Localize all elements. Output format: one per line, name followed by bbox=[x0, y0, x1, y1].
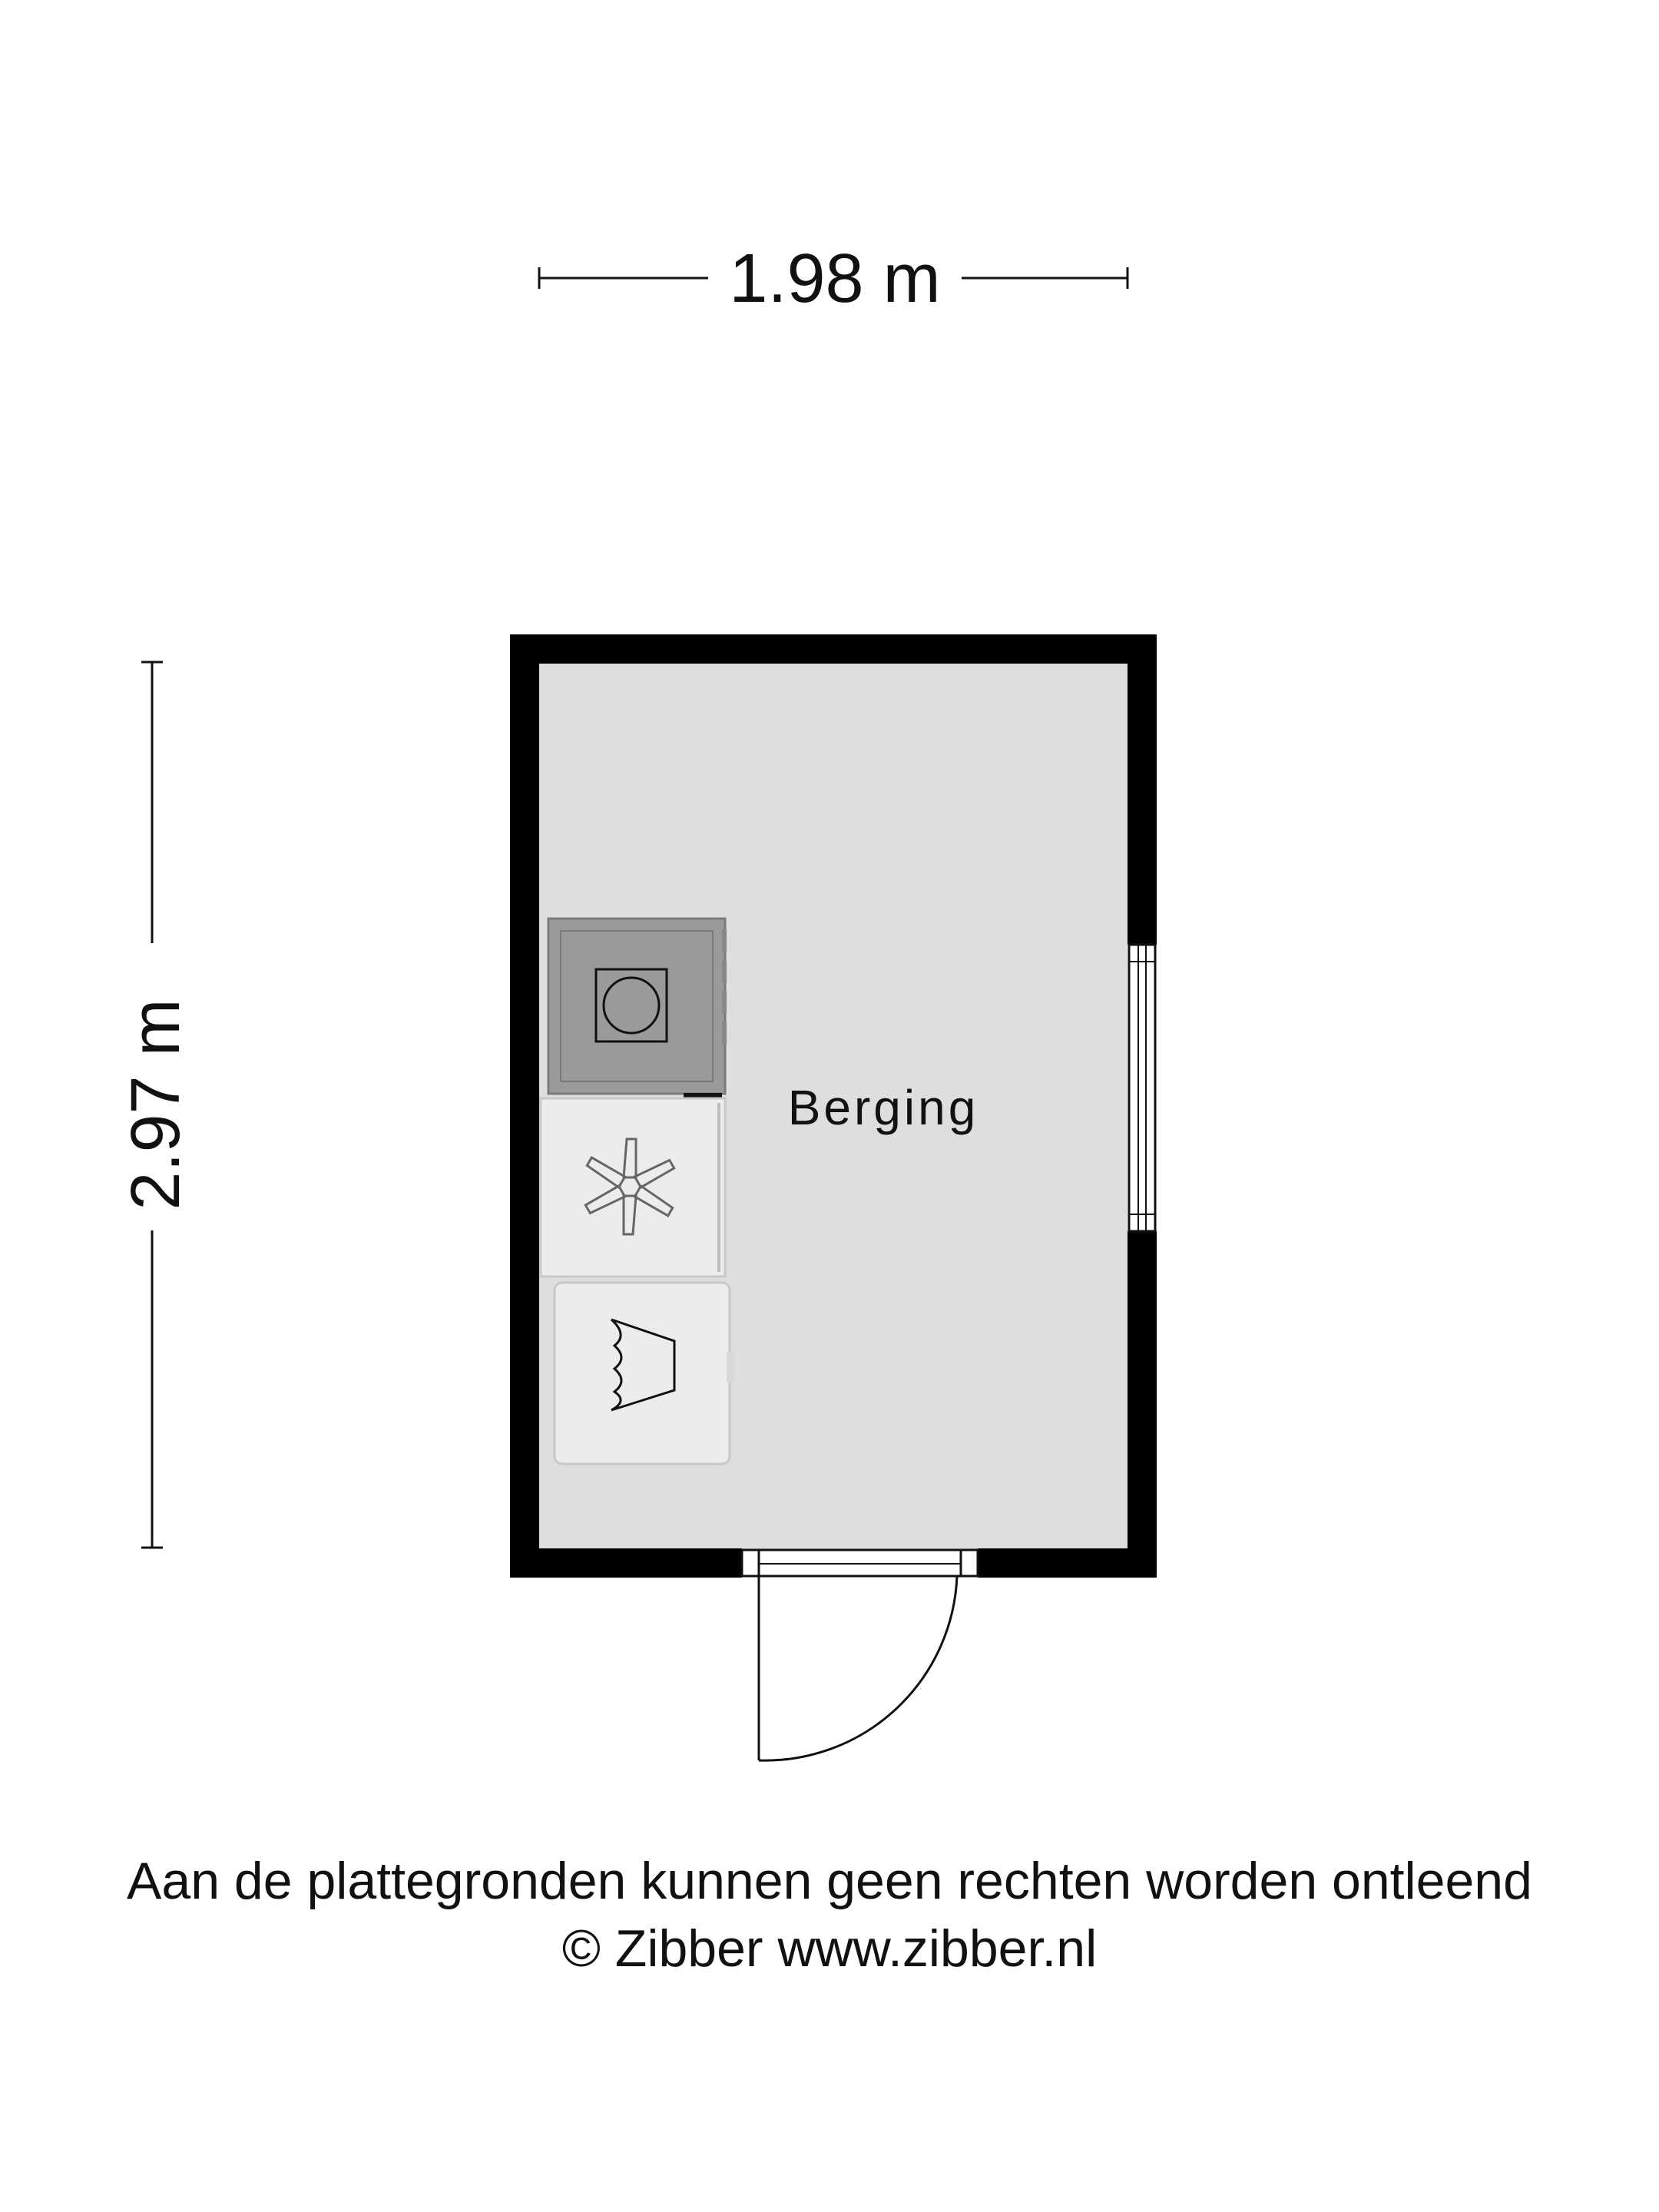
height-label: 2.97 m bbox=[118, 998, 194, 1210]
door bbox=[742, 1550, 978, 1760]
room-label: Berging bbox=[787, 1080, 979, 1135]
boiler-unit bbox=[548, 919, 727, 1095]
width-dimension bbox=[539, 240, 1128, 317]
washing-machine-unit bbox=[555, 1283, 734, 1464]
window bbox=[1129, 945, 1155, 1231]
copyright-text: © Zibber www.zibber.nl bbox=[561, 1919, 1098, 1978]
dryer-unit bbox=[541, 1098, 725, 1277]
height-dimension bbox=[118, 662, 194, 1548]
width-label: 1.98 m bbox=[729, 240, 941, 317]
disclaimer-text: Aan de plattegronden kunnen geen rechten worden ontleend bbox=[127, 1852, 1532, 1910]
